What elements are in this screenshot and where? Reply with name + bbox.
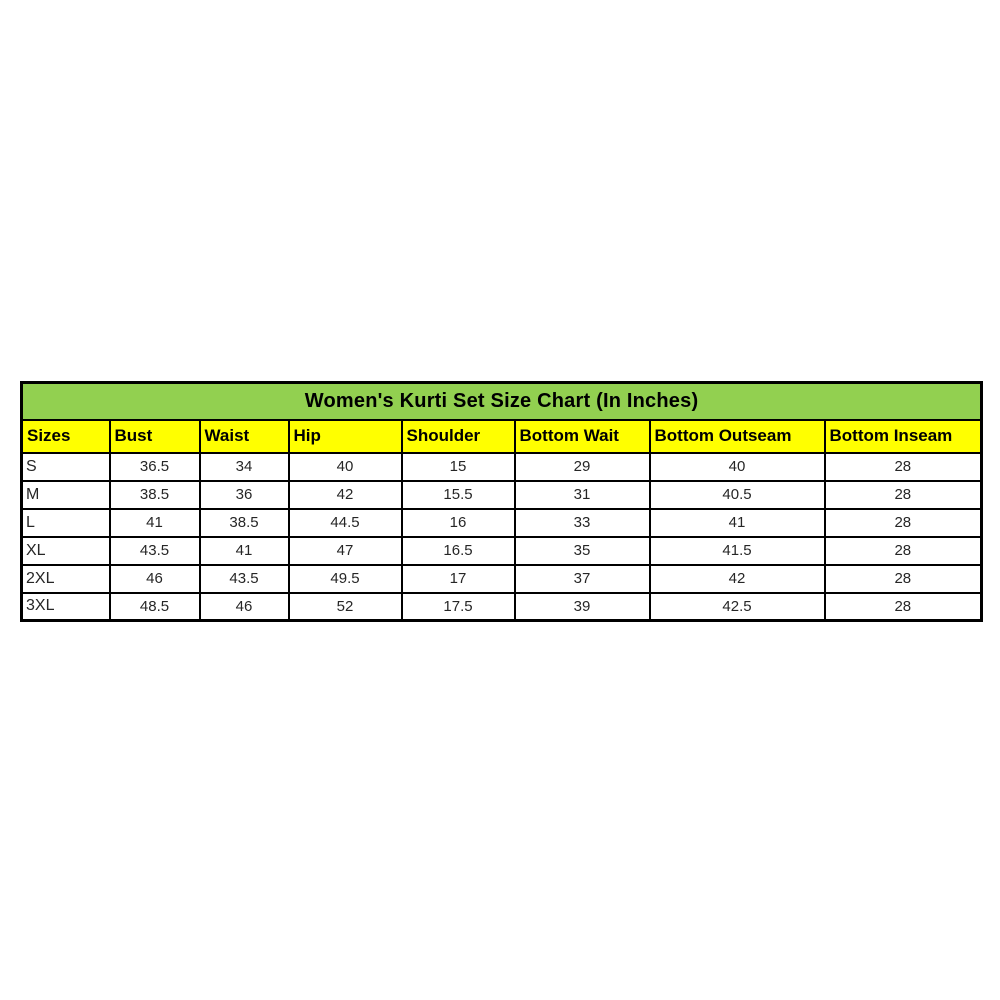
measurement-cell: 36.5 bbox=[110, 453, 200, 481]
measurement-cell: 49.5 bbox=[289, 565, 402, 593]
measurement-cell: 47 bbox=[289, 537, 402, 565]
column-header-bottom-inseam: Bottom Inseam bbox=[825, 420, 982, 453]
title-row bbox=[22, 383, 982, 420]
table-row-3xl bbox=[22, 593, 982, 621]
size-label-cell: 2XL bbox=[22, 565, 110, 593]
measurement-cell: 38.5 bbox=[200, 509, 289, 537]
table-row-2xl bbox=[22, 565, 982, 593]
measurement-cell: 16.5 bbox=[402, 537, 515, 565]
column-header-bottom-outseam: Bottom Outseam bbox=[650, 420, 825, 453]
size-label-cell: 3XL bbox=[22, 593, 110, 621]
measurement-cell: 44.5 bbox=[289, 509, 402, 537]
measurement-cell: 36 bbox=[200, 481, 289, 509]
column-header-bottom-wait: Bottom Wait bbox=[515, 420, 650, 453]
measurement-cell: 16 bbox=[402, 509, 515, 537]
measurement-cell: 15.5 bbox=[402, 481, 515, 509]
measurement-cell: 28 bbox=[825, 537, 982, 565]
measurement-cell: 39 bbox=[515, 593, 650, 621]
measurement-cell: 15 bbox=[402, 453, 515, 481]
measurement-cell: 42 bbox=[650, 565, 825, 593]
table-row-m bbox=[22, 481, 982, 509]
table-row-xl bbox=[22, 537, 982, 565]
chart-title: Women's Kurti Set Size Chart (In Inches) bbox=[22, 383, 982, 420]
measurement-cell: 31 bbox=[515, 481, 650, 509]
size-chart-table-container bbox=[20, 381, 980, 622]
measurement-cell: 41.5 bbox=[650, 537, 825, 565]
column-header-waist: Waist bbox=[200, 420, 289, 453]
table-row-s bbox=[22, 453, 982, 481]
column-header-shoulder: Shoulder bbox=[402, 420, 515, 453]
measurement-cell: 48.5 bbox=[110, 593, 200, 621]
measurement-cell: 34 bbox=[200, 453, 289, 481]
measurement-cell: 42.5 bbox=[650, 593, 825, 621]
header-row bbox=[22, 420, 982, 453]
column-header-bust: Bust bbox=[110, 420, 200, 453]
measurement-cell: 40 bbox=[650, 453, 825, 481]
measurement-cell: 17 bbox=[402, 565, 515, 593]
measurement-cell: 43.5 bbox=[110, 537, 200, 565]
measurement-cell: 46 bbox=[110, 565, 200, 593]
measurement-cell: 17.5 bbox=[402, 593, 515, 621]
size-chart-table bbox=[20, 381, 983, 622]
measurement-cell: 37 bbox=[515, 565, 650, 593]
measurement-cell: 35 bbox=[515, 537, 650, 565]
measurement-cell: 41 bbox=[200, 537, 289, 565]
measurement-cell: 41 bbox=[110, 509, 200, 537]
measurement-cell: 28 bbox=[825, 593, 982, 621]
measurement-cell: 29 bbox=[515, 453, 650, 481]
table-row-l bbox=[22, 509, 982, 537]
size-label-cell: XL bbox=[22, 537, 110, 565]
size-label-cell: S bbox=[22, 453, 110, 481]
measurement-cell: 40.5 bbox=[650, 481, 825, 509]
measurement-cell: 28 bbox=[825, 453, 982, 481]
measurement-cell: 28 bbox=[825, 565, 982, 593]
measurement-cell: 40 bbox=[289, 453, 402, 481]
size-label-cell: M bbox=[22, 481, 110, 509]
measurement-cell: 28 bbox=[825, 509, 982, 537]
size-label-cell: L bbox=[22, 509, 110, 537]
measurement-cell: 33 bbox=[515, 509, 650, 537]
measurement-cell: 42 bbox=[289, 481, 402, 509]
measurement-cell: 46 bbox=[200, 593, 289, 621]
column-header-sizes: Sizes bbox=[22, 420, 110, 453]
measurement-cell: 38.5 bbox=[110, 481, 200, 509]
column-header-hip: Hip bbox=[289, 420, 402, 453]
measurement-cell: 28 bbox=[825, 481, 982, 509]
measurement-cell: 52 bbox=[289, 593, 402, 621]
measurement-cell: 41 bbox=[650, 509, 825, 537]
measurement-cell: 43.5 bbox=[200, 565, 289, 593]
